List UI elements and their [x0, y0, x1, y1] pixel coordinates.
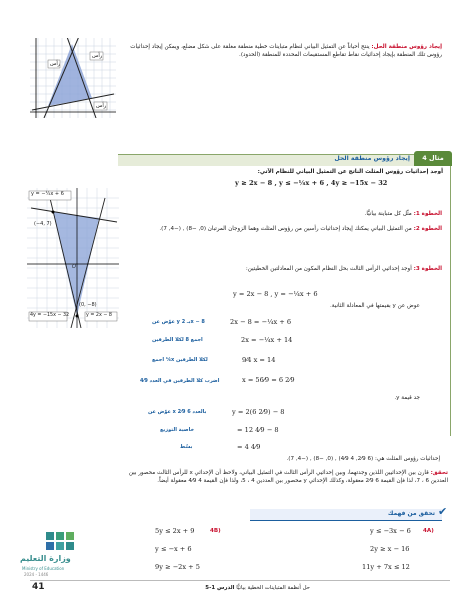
footer-rule [30, 580, 450, 581]
solution-hint-5: عوّض عن x بالعدد 6 2⁄9 [148, 409, 207, 415]
graph-label-line2: 4y = −15x − 32 [30, 313, 70, 318]
check-section [118, 470, 448, 485]
example-system: y ≥ 2x − 8 , y ≤ −¼x + 6 , 4y ≥ −15x − 32 [235, 179, 388, 187]
ministry-name-en: Ministry of Education [22, 566, 65, 571]
check-text: قارن بين الإحداثيين اللذين وجدتهما، وبين إحداثيي الرأس الثالث في التمثيل البياني، ولاحظ أن الإحداثي x للرأس الثالث محصور بين العددين 6 ، 7، لذا فإن القيمة 6 2⁄9 معقولة، وكذلك الإحداثي y محصور بين العددين 4 ، 5، ولذا فإن القيمة 4 4⁄9 معقولة أيضاً. [128, 470, 448, 484]
lesson-footer [150, 585, 310, 591]
vertices-intro [122, 44, 442, 59]
step-2-label: الخطوة 2: [413, 226, 442, 232]
example-label: مثال 4 [422, 154, 444, 162]
step-1-label: الخطوة 1: [413, 211, 442, 217]
solution-hint-7: بسّط [180, 444, 193, 450]
step-2-text: من التمثيل البياني يمكنك إيجاد إحداثيات رأسين من رؤوس المثلث وهما الزوجان المرتبان (0, −8) , (−4, 7). [159, 226, 412, 232]
step-3-label: الخطوة 3: [413, 266, 442, 272]
ministry-name: وزارة التعليم [20, 554, 71, 563]
find-y: جد قيمة y. [394, 395, 420, 401]
solution-hint-6: خاصية التوزيع [160, 427, 195, 433]
vertex-label-2: رأس [92, 53, 103, 59]
solution-eq-7: = 4 4⁄9 [237, 443, 261, 451]
lesson-number: الدرس 1-5 [205, 585, 235, 591]
section-title: إيجاد رؤوس منطقة الحل: [371, 44, 442, 50]
checkmark-icon: ✔ [438, 505, 448, 518]
step-3-substitute: عوض عن y بقيمتها في المعادلة الثانية. [330, 303, 420, 309]
graph-label-point2: (0, −8) [79, 302, 97, 308]
practice-4a-line2: 2y ≥ x − 16 [370, 545, 410, 553]
graph-label-line1: y = −¼x + 6 [31, 191, 64, 197]
practice-4b-line1: 5y ≤ 2x + 9 [155, 527, 195, 535]
practice-4b-line2: y ≤ −x + 6 [155, 545, 192, 553]
practice-4b-number: 4B) [210, 528, 221, 534]
solution-hint-1: عوّض عن y بـ 2x − 8 [152, 319, 205, 325]
solution-hint-2: اجمع 8 لكلا الطرفين [152, 337, 203, 343]
example-title: إيجاد رؤوس منطقة الحل [334, 155, 410, 162]
example-badge [414, 151, 452, 166]
graph-label-origin: O [72, 264, 76, 270]
solution-eq-4: x = 56⁄9 = 6 2⁄9 [242, 376, 295, 384]
step-1 [150, 211, 442, 219]
vertex-label-1: رأس [50, 61, 61, 67]
solution-eq-5: y = 2(6 2⁄9) − 8 [232, 408, 285, 416]
edition-year: 2024 - 1446 [24, 572, 49, 577]
check-label: تحقق: [430, 470, 448, 476]
solution-hint-4: اضرب كلا الطرفين في العدد 4⁄9 [140, 378, 220, 384]
practice-4b-line3: 9y ≥ −2x + 5 [155, 563, 200, 571]
page-number: 41 [32, 582, 45, 592]
practice-4a-line3: 11y + 7x ≤ 12 [362, 563, 410, 571]
triangle-graph [27, 188, 119, 328]
practice-4a-line1: y ≤ −3x − 6 [370, 527, 411, 535]
example-side-rule [450, 166, 451, 436]
practice-4a-number: 4A) [423, 528, 434, 534]
practice-title: تحقق من فهمك [387, 510, 435, 517]
step-3-text: أوجد إحداثيي الرأس الثالث بحل النظام المكون من المعادلتين الخطيتين: [245, 266, 412, 272]
step-1-text: مثّل كل متباينة بيانيًّا. [364, 211, 412, 217]
step-3-equations: y = 2x − 8 , y = −¼x + 6 [233, 290, 318, 298]
solution-hint-3: اجمع ¼x لكلا الطرفين [152, 357, 208, 363]
lesson-title: حل أنظمة المتباينات الخطية بيانيًّا [236, 585, 310, 591]
vertices-result: إحداثيات رؤوس المثلث هي: (6 2⁄9, 4 4⁄9) , (0, −8) , (−4, 7). [286, 456, 440, 462]
graph-label-line3: y = 2x − 8 [86, 313, 112, 318]
step-3 [150, 266, 442, 274]
solution-eq-6: = 12 4⁄9 − 8 [237, 426, 279, 434]
vertex-label-3: رأس [96, 103, 107, 109]
example-prompt: أوجد إحداثيات رؤوس المثلث الناتج عن التمثيل البياني للنظام الآتي: [257, 169, 443, 175]
graph-label-point1: (−4, 7) [34, 221, 52, 227]
step-2 [150, 226, 442, 234]
solution-eq-2: 2x = −¼x + 14 [241, 336, 293, 344]
solution-eq-3: 9⁄4 x = 14 [242, 356, 276, 364]
solution-eq-1: 2x − 8 = −¼x + 6 [230, 318, 292, 326]
section-text: ينتج أحياناً عن التمثيل البياني لنظام متباينات خطية منطقة مغلقة على شكل مضلع، ويمكن إيجاد إحداثيات رؤوس تلك المنطقة بإيجاد إحداثيات نقاط تقاطع المستقيمات المحددة للمنطقة (الحدود). [130, 44, 442, 58]
